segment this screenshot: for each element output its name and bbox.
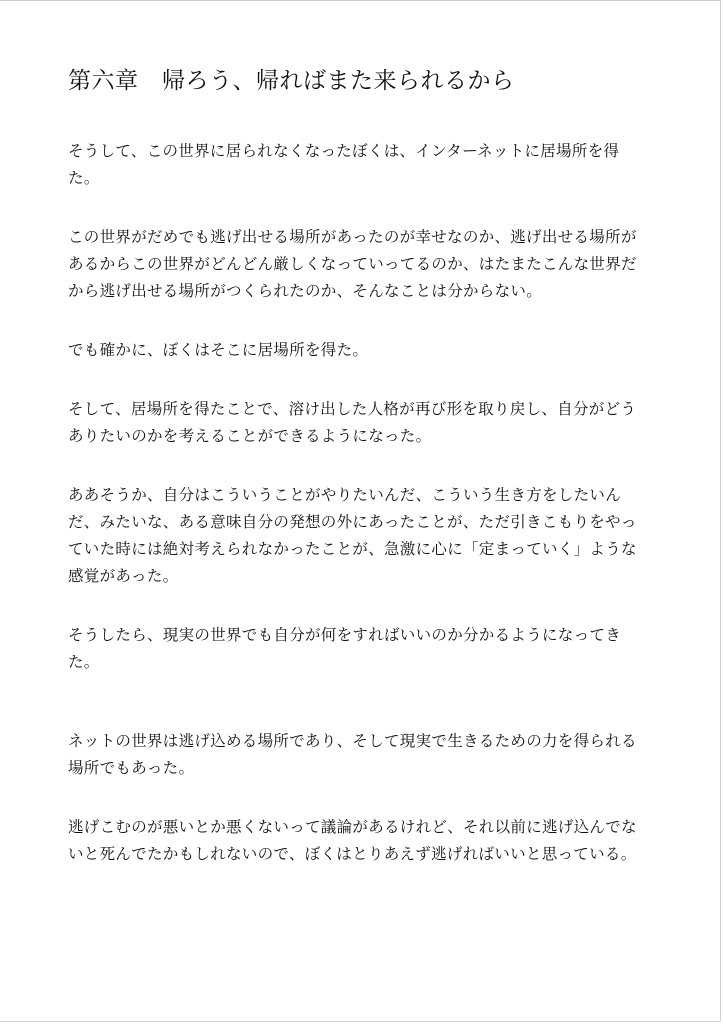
paragraph: そうしたら、現実の世界でも自分が何をすればいいのか分かるようになってきた。 bbox=[68, 626, 622, 671]
paragraph: ああそうか、自分はこういうことがやりたいんだ、こういう生き方をしたいんだ、みたいな、ある意味自分の発想の外にあったことが、ただ引きこもりをやっていた時には絶対考えられなかったことが、急激に心に「定まっていく」ような感覚があった。 bbox=[68, 486, 637, 585]
document-body bbox=[68, 66, 648, 868]
paragraph: そうして、この世界に居られなくなったぼくは、インターネットに居場所を得た。 bbox=[68, 142, 620, 187]
paragraph: この世界がだめでも逃げ出せる場所があったのが幸せなのか、逃げ出せる場所があるからこの世界がどんどん厳しくなっていってるのか、はたまたこんな世界だから逃げ出せる場所がつくられたのか、そんなことは分からない。 bbox=[68, 228, 637, 300]
paragraph: ネットの世界は逃げ込める場所であり、そして現実で生きるための力を得られる場所でもあった。 bbox=[68, 732, 637, 777]
chapter-title: 第六章 帰ろう、帰ればまた来られるから bbox=[68, 68, 515, 94]
paragraph: そして、居場所を得たことで、溶け出した人格が再び形を取り戻し、自分がどうありたいのかを考えることができるようになった。 bbox=[68, 400, 637, 445]
paragraph: 逃げこむのが悪いとか悪くないって議論があるけれど、それ以前に逃げ込んでないと死んでたかもしれないので、ぼくはとりあえず逃げればいいと思っている。 bbox=[68, 818, 637, 863]
paragraph: でも確かに、ぼくはそこに居場所を得た。 bbox=[68, 341, 369, 359]
